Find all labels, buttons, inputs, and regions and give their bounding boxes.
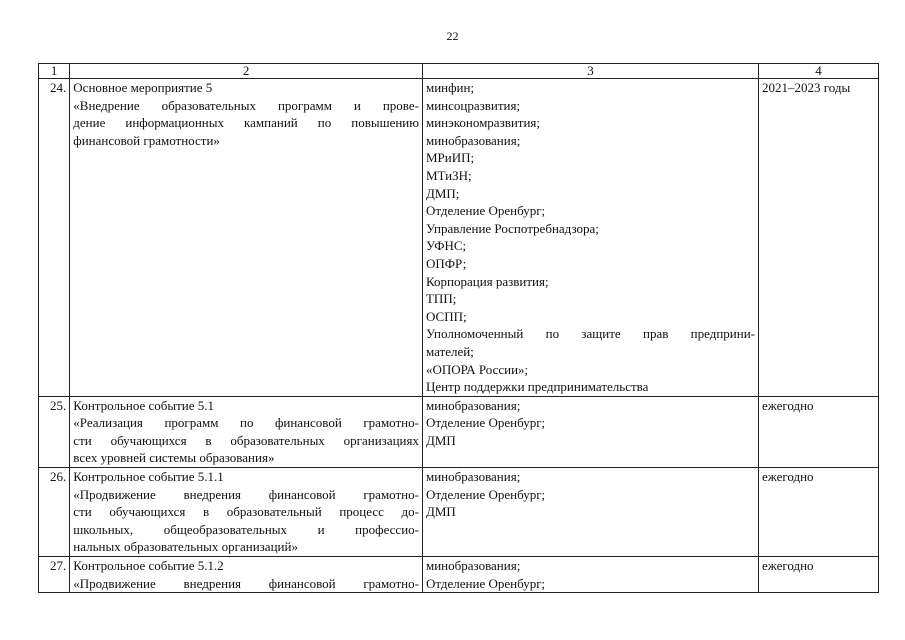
measure-text-line: нальных образовательных организаций» [73, 539, 298, 555]
measure-text-line: сти обучающихся в образовательных организациях [73, 432, 419, 448]
row-number: 27. [39, 557, 70, 593]
row-number: 26. [39, 468, 70, 557]
row-number: 24. [39, 79, 70, 397]
executors-list [422, 79, 758, 397]
period: ежегодно [758, 468, 878, 557]
column-header-4: 4 [758, 64, 878, 79]
executor-item: минэкономразвития; [425, 115, 541, 131]
executor-item: Отделение Оренбург; [425, 415, 546, 431]
measure-title: Контрольное событие 5.1.2 [73, 558, 224, 574]
period: ежегодно [758, 557, 878, 593]
executor-item: минобразования; [425, 469, 521, 485]
period: ежегодно [758, 396, 878, 467]
executor-item: минобразования; [425, 397, 521, 413]
executor-item: Корпорация развития; [425, 273, 549, 289]
executor-item: минобразования; [425, 558, 521, 574]
measure-text-line: дение информационных кампаний по повышению [73, 115, 419, 131]
measure-text-line: сти обучающихся в образовательный процесс до- [73, 504, 419, 520]
executor-item: ДМП [425, 432, 456, 448]
table-row [39, 468, 879, 557]
executor-item: ОСПП; [425, 308, 467, 324]
executor-item: УФНС; [425, 238, 467, 254]
measure-description [70, 468, 423, 557]
measure-title: Контрольное событие 5.1.1 [73, 469, 224, 485]
executor-item: ДМП [425, 504, 456, 520]
measure-text-line: школьных, общеобразовательных и профессио- [73, 521, 419, 537]
period: 2021–2023 годы [758, 79, 878, 397]
executor-item: МРиИП; [425, 150, 475, 166]
table-row [39, 557, 879, 593]
executors-list [422, 396, 758, 467]
measure-text-line: «Внедрение образовательных программ и прове- [73, 97, 419, 113]
measure-description [70, 557, 423, 593]
executor-item: минфин; [425, 80, 475, 95]
executor-item: Уполномоченный по защите прав предприни- [425, 326, 755, 342]
row-number: 25. [39, 396, 70, 467]
executor-item: ОПФР; [425, 255, 467, 271]
measure-title: Контрольное событие 5.1 [73, 397, 215, 413]
table-row [39, 79, 879, 397]
executor-item: Отделение Оренбург; [425, 575, 546, 591]
measures-table [38, 63, 879, 593]
table-header-row [39, 64, 879, 79]
measure-description [70, 79, 423, 397]
measure-text-line: финансовой грамотности» [73, 132, 220, 148]
executor-item: ТПП; [425, 291, 457, 307]
executor-item: минсоцразвития; [425, 97, 521, 113]
executor-item: Отделение Оренбург; [425, 486, 546, 502]
measure-text-line: «Продвижение внедрения финансовой грамотно- [73, 575, 419, 591]
executors-list [422, 468, 758, 557]
column-header-1: 1 [39, 64, 70, 79]
executor-item: Управление Роспотребнадзора; [425, 220, 599, 236]
executor-item: «ОПОРА России»; [425, 361, 529, 377]
column-header-2: 2 [70, 64, 423, 79]
executor-item: Отделение Оренбург; [425, 203, 546, 219]
executor-item: ДМП; [425, 185, 460, 201]
column-header-3: 3 [422, 64, 758, 79]
measure-text-line: «Реализация программ по финансовой грамотно- [73, 415, 419, 431]
measure-description [70, 396, 423, 467]
executor-item: МТиЗН; [425, 167, 472, 183]
measure-title: Основное мероприятие 5 [73, 80, 213, 95]
executor-item: Центр поддержки предпринимательства [425, 379, 649, 395]
executors-list [422, 557, 758, 593]
measure-text-line: «Продвижение внедрения финансовой грамотно- [73, 486, 419, 502]
page-number: 22 [446, 29, 459, 43]
executor-item: минобразования; [425, 132, 521, 148]
table-row [39, 396, 879, 467]
measure-text-line: всех уровней системы образования» [73, 450, 275, 466]
executor-item: мателей; [425, 343, 474, 359]
